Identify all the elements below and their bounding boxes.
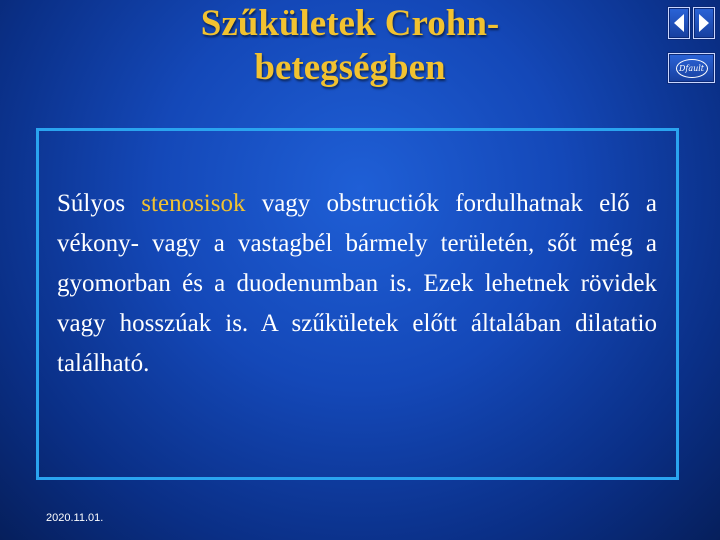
slide-date: 2020.11.01. <box>46 512 104 524</box>
next-slide-button[interactable] <box>693 7 715 39</box>
body-text <box>57 184 657 384</box>
home-button[interactable] <box>668 53 715 83</box>
slide-title <box>110 2 590 90</box>
body-text-start: Súlyos <box>57 190 142 217</box>
home-logo-icon: Dfault <box>676 59 708 78</box>
triangle-right-icon <box>699 14 709 32</box>
triangle-left-icon <box>674 14 684 32</box>
slide-title-line-2: betegségben <box>254 47 446 88</box>
body-text-rest: vagy obstructiók fordulhatnak elő a vékony- vagy a vastagbél bármely területén, sőt még a gyomorban és a duodenumban is. Ezek lehetnek rövidek vagy hosszúak is. A szűkületek előtt általában dilatatio található. <box>57 190 657 377</box>
keyword-highlight: stenosisok <box>141 190 246 217</box>
slide-title-line-1: Szűkületek Crohn- <box>200 3 500 44</box>
previous-slide-button[interactable] <box>668 7 690 39</box>
